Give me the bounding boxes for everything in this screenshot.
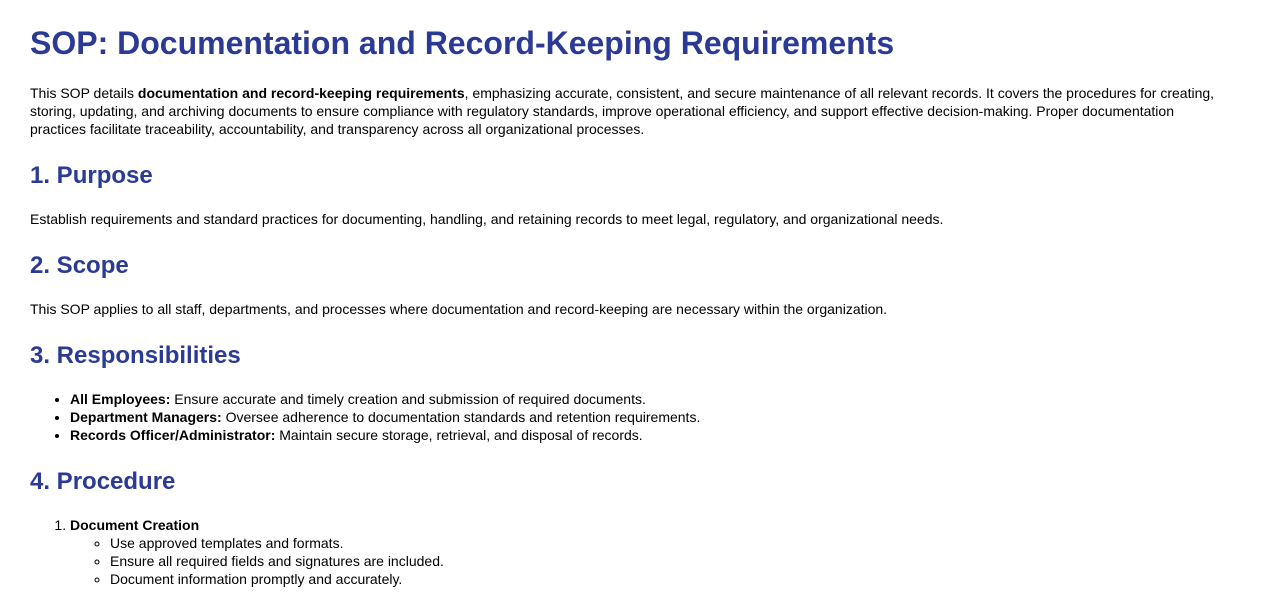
responsibility-desc: Oversee adherence to documentation standards and retention requirements.	[221, 408, 701, 425]
intro-bold-phrase: documentation and record-keeping requirements	[137, 84, 465, 101]
section-heading-scope: 2. Scope	[30, 252, 129, 280]
responsibility-desc: Maintain secure storage, retrieval, and disposal of records.	[275, 426, 643, 443]
procedure-substeps-list	[70, 534, 1233, 589]
section-heading-responsibilities: 3. Responsibilities	[30, 341, 241, 369]
responsibility-role: Department Managers:	[70, 408, 222, 425]
procedure-list	[30, 516, 1233, 589]
scope-paragraph: This SOP applies to all staff, departments, and processes where documentation and record-keeping are necessary within the organization.	[30, 300, 888, 317]
responsibility-item-records-officer	[70, 426, 1233, 444]
section-heading-procedure: 4. Procedure	[30, 468, 176, 496]
responsibility-item-all-employees	[70, 390, 1233, 408]
intro-text-post: , emphasizing accurate, consistent, and secure maintenance of all relevant records. It covers the procedures for creating, storing, updating, and archiving documents to ensure compliance with regulatory standards, improve operational efficiency, and support effective decision-making. Proper documentation practices facilitate traceability, accountability, and transparency across all organizational processes.	[30, 84, 1215, 138]
purpose-paragraph: Establish requirements and standard practices for documenting, handling, and retaining records to meet legal, regulatory, and organizational needs.	[30, 210, 944, 227]
intro-text-pre: This SOP details	[30, 84, 138, 101]
procedure-step-document-creation	[70, 516, 1233, 589]
responsibility-item-department-managers	[70, 408, 1233, 426]
responsibility-role: Records Officer/Administrator:	[70, 426, 276, 443]
procedure-step-title: Document Creation	[70, 516, 200, 533]
sop-document	[0, 25, 1263, 588]
procedure-substep: ◦ Ensure all required fields and signatures are included.	[110, 552, 1233, 570]
responsibility-role: All Employees:	[70, 390, 171, 407]
page-title: SOP: Documentation and Record-Keeping Requirements	[30, 25, 895, 61]
intro-paragraph	[30, 84, 1233, 139]
section-heading-purpose: 1. Purpose	[30, 162, 153, 190]
responsibilities-list	[30, 390, 1233, 445]
procedure-substep: ◦ Use approved templates and formats.	[110, 534, 1233, 552]
responsibility-desc: Ensure accurate and timely creation and submission of required documents.	[170, 390, 646, 407]
procedure-substep: ◦ Document information promptly and accurately.	[110, 570, 1233, 588]
